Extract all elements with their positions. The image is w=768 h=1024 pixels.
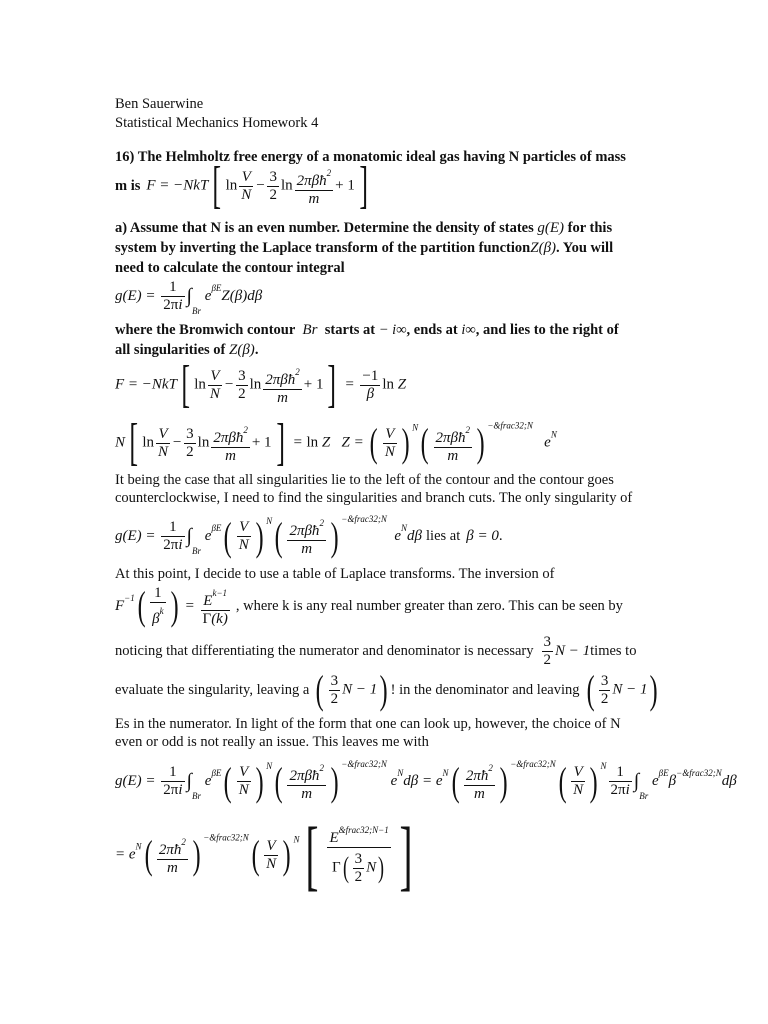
solution-paragraph-4: noticing that differentiating the numerator and denominator is necessary [115, 642, 534, 659]
part-a-line-1 [115, 218, 612, 238]
solution-paragraph-6b: even or odd is not really an issue. This leaves me with [115, 734, 429, 750]
partition-function-symbol: Z(β) [530, 240, 557, 256]
problem-intro-2: m is [115, 177, 141, 194]
where-text-1c: , ends at [406, 322, 458, 338]
density-derivation-equation: g(E) = $\frac{1}{2\pi i}$ $\int_{Br}$ $e^{\beta E}$( $\frac{V}{N}$ ) $^N$( $\frac{2\pi\beta ħ^2}{m}$ ) $^{-\&frac32;N}$ $e^Nd\beta = e^N$( $\frac{2\pi ħ^2}{m}$ ) $^{-\&frac32;N}$( $\frac{V}{N}$ ) $^N$ $\frac{1}{2\pi i}$ $\int_{Br}$ $e^{\beta E}\beta^{-\&frac32;N}d\beta$ [115, 758, 737, 804]
lnz-equation: N[ ln $\frac{V}{N}$ − $\frac{3}{2}$ ln $\frac{2\pi\beta ħ^2}{m}$ + 1] = ln Z Z = ( $\frac{V}{N}$ ) $^N$( $\frac{2\pi\beta ħ^2}{m}$ ) $^{-\&frac32;N}$ $e^N$ [115, 414, 557, 471]
solution-paragraph-2: At this point, I decide to use a table of Laplace transforms. The inversion of [115, 566, 555, 582]
factorial-line: evaluate the singularity, leaving a ( $\frac{3}{2}$ N − 1) ! in the denominator and leaving ( $\frac{3}{2}$ N − 1) [115, 667, 659, 712]
part-a-text-2b: . You will [556, 240, 614, 256]
solution-paragraph-1a: It being the case that all singularities lie to the left of the contour and the contour goes [115, 472, 614, 488]
solution-paragraph-5b: ! in the denominator and leaving [390, 681, 580, 698]
contour-integral-equation: g(E) = $\frac{1}{2\pi i}$ $\int_{Br}$ $e^{\beta E}Z(\beta)d\beta$ [115, 278, 263, 316]
part-a-text-1: a) Assume that N is an even number. Determine the density of states [115, 220, 534, 236]
author-name: Ben Sauerwine [115, 96, 204, 112]
density-result-equation: = $e^N$( $\frac{2\pi ħ^2}{m}$ ) $^{-\&frac32;N}$( $\frac{V}{N}$ ) $^N$[ $E^{\&frac32;N-1}$ Γ( $\frac{3}{2}$ N) ] [115, 811, 413, 898]
part-a-text-2: system by inverting the Laplace transform of the partition function [115, 240, 531, 256]
where-text-1b: starts at [324, 322, 376, 338]
free-energy-lnz-equation: F = −NkT[ ln $\frac{V}{N}$ − $\frac{3}{2}$ ln $\frac{2\pi\beta ħ^2}{m}$ + 1] = $\frac{-1}{\beta}$ ln Z [115, 356, 407, 413]
part-a-line-2 [115, 238, 613, 258]
bromwich-line-1: where the Bromwich contour Br starts at − i∞, ends at i∞, and lies to the right of [115, 322, 619, 338]
part-a-line-3: need to calculate the contour integral [115, 260, 345, 276]
where-text-1d: , and lies to the right of [475, 322, 619, 338]
course-title: Statistical Mechanics Homework 4 [115, 115, 319, 131]
solution-paragraph-4b: times to [590, 642, 637, 659]
where-text-1: where the Bromwich contour [115, 322, 296, 338]
solution-paragraph-6a: Es in the numerator. In light of the form that one can look up, however, the choice of N [115, 716, 621, 732]
laplace-inversion-line: $F^{-1}$( $\frac{1}{\beta^k}$ ) = $\frac{E^{k-1}}{\Gamma(k)}$ , where k is any real number greater than zero. This can be seen by [115, 583, 623, 628]
helmholtz-equation: F = −NkT[ ln $\frac{V}{N}$ − $\frac{3}{2}$ ln $\frac{2\pi\beta ħ^2}{m}$ + 1] [146, 157, 368, 214]
singularity-equation: g(E) = $\frac{1}{2\pi i}$ $\int_{Br}$ $e^{\beta E}$( $\frac{V}{N}$ ) $^N$( $\frac{2\pi\beta ħ^2}{m}$ ) $^{-\&frac32;N}$ $e^Nd\beta$ lies at β = 0 . [115, 513, 503, 559]
lies-at-text: lies at [426, 527, 461, 544]
differentiation-line: noticing that differentiating the numerator and denominator is necessary $\frac{3}{2}$ N − 1 times to [115, 633, 637, 668]
where-text-2: all singularities of [115, 342, 226, 358]
problem-intro: 16) The Helmholtz free energy of a monatomic ideal gas having N particles of mass [115, 149, 626, 165]
bromwich-line-2: all singularities of Z(β). [115, 342, 259, 358]
helmholtz-equation-line [115, 157, 372, 214]
density-of-states-symbol: g(E) [537, 220, 565, 236]
part-a-text-1b: for this [567, 220, 613, 236]
solution-paragraph-1b: counterclockwise, I need to find the singularities and branch cuts. The only singularity of [115, 490, 633, 506]
solution-paragraph-5a: evaluate the singularity, leaving a [115, 681, 310, 698]
solution-paragraph-3: , where k is any real number greater than zero. This can be seen by [235, 597, 623, 614]
